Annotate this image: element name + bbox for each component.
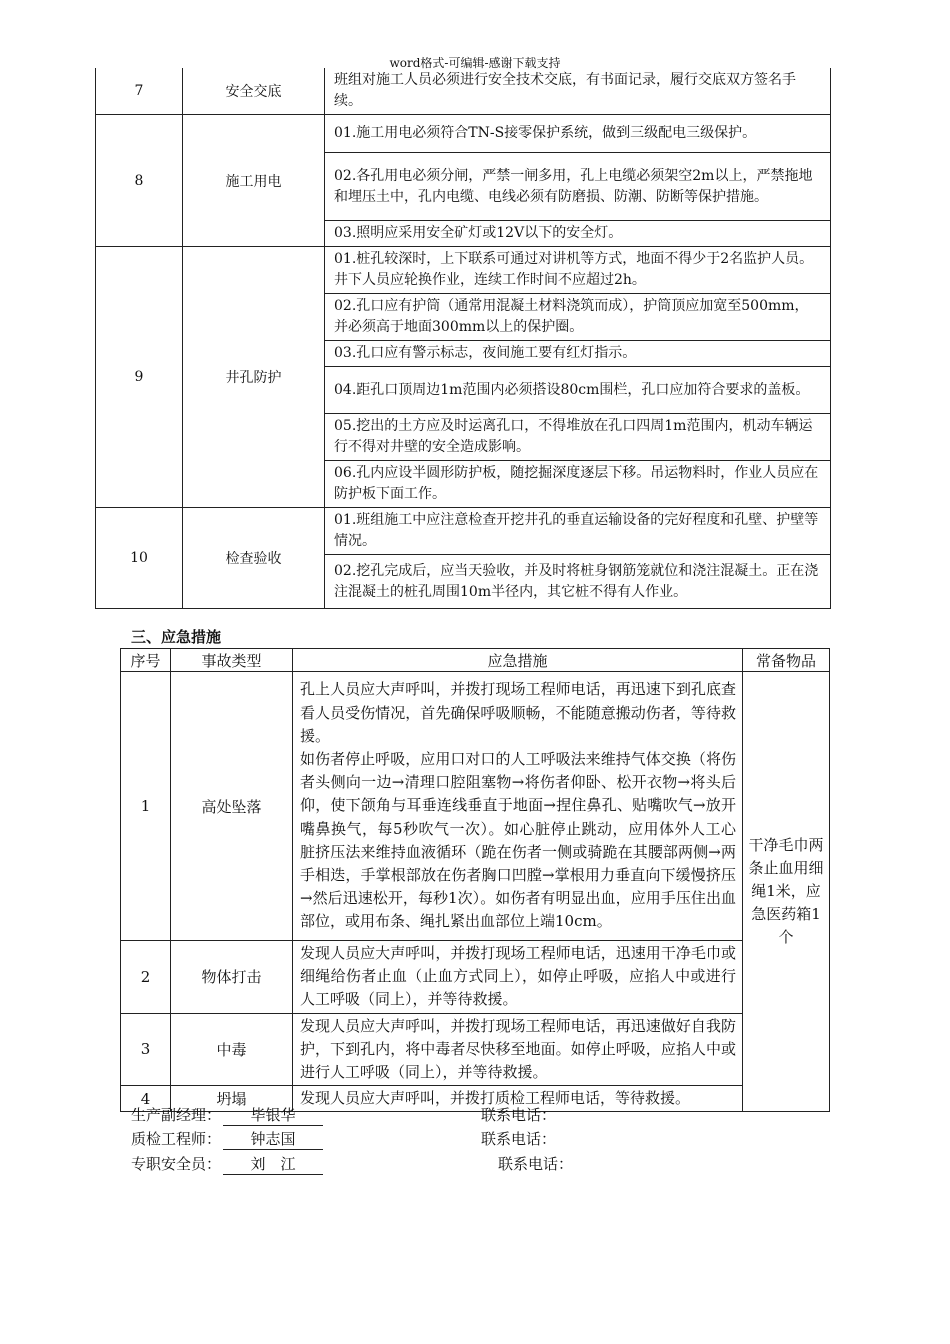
measure-item: 06.孔内应设半圆形防护板，随挖掘深度逐层下移。吊运物料时，作业人员应在防护板下面工作。	[325, 461, 831, 508]
measure-item: 02.各孔用电必须分闸，严禁一闸多用，孔上电缆必须架空2m以上，严禁拖地和埋压土中，孔内电缆、电线必须有防磨损、防潮、防断等保护措施。	[325, 153, 831, 221]
header-type: 事故类型	[171, 649, 293, 672]
table-row	[121, 672, 830, 941]
table-row	[121, 1013, 830, 1086]
emergency-measure: 发现人员应大声呼叫，并拨打现场工程师电话，迅速用干净毛巾或细绳给伤者止血（止血方式同上），如停止呼吸，应掐人中或进行人工呼吸（同上），并等待救援。	[293, 941, 743, 1014]
signature-quality-engineer	[131, 1128, 323, 1150]
signature-name: 钟志国	[223, 1128, 323, 1150]
signature-role: 专职安全员：	[131, 1155, 222, 1173]
row-number: 7	[96, 68, 183, 115]
row-number: 4	[121, 1086, 171, 1112]
measure-item: 班组对施工人员必须进行安全技术交底，有书面记录，履行交底双方签名手续。	[325, 68, 831, 115]
row-number: 10	[96, 508, 183, 609]
measure-item: 03.孔口应有警示标志，夜间施工要有红灯指示。	[325, 341, 831, 367]
emergency-measure	[293, 672, 743, 941]
measure-item: 01.桩孔较深时，上下联系可通过对讲机等方式，地面不得少于2名监护人员。井下人员应轮换作业，连续工作时间不应超过2h。	[325, 247, 831, 294]
table-row	[96, 508, 831, 555]
signature-role: 质检工程师：	[131, 1130, 222, 1148]
signature-name: 毕银华	[223, 1104, 323, 1126]
measure-item: 02.孔口应有护筒（通常用混凝土材料浇筑而成），护筒顶应加宽至500mm，并必须高于地面300mm以上的保护圈。	[325, 294, 831, 341]
signature-phone: 联系电话：	[498, 1155, 574, 1173]
header-supplies: 常备物品	[743, 649, 830, 672]
row-category: 井孔防护	[183, 247, 325, 508]
row-number: 1	[121, 672, 171, 941]
signature-name: 刘 江	[223, 1153, 323, 1175]
signature-production-manager	[131, 1104, 323, 1126]
row-category: 安全交底	[183, 68, 325, 115]
row-number: 2	[121, 941, 171, 1014]
header-no: 序号	[121, 649, 171, 672]
row-number: 9	[96, 247, 183, 508]
table-row	[96, 115, 831, 153]
supplies-cell: 干净毛巾两条止血用细绳1米，应急医药箱1个	[743, 672, 830, 1112]
measure-item: 01.施工用电必须符合TN-S接零保护系统，做到三级配电三级保护。	[325, 115, 831, 153]
section-title: 三、应急措施	[131, 628, 222, 646]
signature-role: 生产副经理：	[131, 1106, 222, 1124]
measure-item: 02.挖孔完成后，应当天验收，并及时将桩身钢筋笼就位和浇注混凝土。正在浇注混凝土的桩孔周围10m半径内，其它桩不得有人作业。	[325, 555, 831, 609]
signature-phone: 联系电话：	[481, 1130, 557, 1148]
row-category: 施工用电	[183, 115, 325, 247]
header-measure: 应急措施	[293, 649, 743, 672]
accident-type: 中毒	[171, 1013, 293, 1086]
accident-type: 物体打击	[171, 941, 293, 1014]
signature-safety-officer	[131, 1153, 323, 1175]
table-header-row	[121, 649, 830, 672]
accident-type: 坍塌	[171, 1086, 293, 1112]
header-note: word格式-可编辑-感谢下载支持	[389, 56, 561, 70]
measure-item: 04.距孔口顶周边1m范围内必须搭设80cm围栏，孔口应加符合要求的盖板。	[325, 367, 831, 414]
emergency-table	[120, 648, 830, 1112]
emergency-measure: 发现人员应大声呼叫，并拨打质检工程师电话，等待救援。	[293, 1086, 743, 1112]
signature-phone: 联系电话：	[481, 1106, 557, 1124]
row-number: 3	[121, 1013, 171, 1086]
safety-measures-table	[95, 68, 831, 609]
row-number: 8	[96, 115, 183, 247]
table-row	[96, 247, 831, 294]
emergency-measure: 发现人员应大声呼叫，并拨打现场工程师电话，再迅速做好自我防护，下到孔内，将中毒者尽快移至地面。如停止呼吸，应掐人中或进行人工呼吸（同上），并等待救援。	[293, 1013, 743, 1086]
accident-type: 高处坠落	[171, 672, 293, 941]
measure-text: 孔上人员应大声呼叫，并拨打现场工程师电话，再迅速下到孔底查看人员受伤情况，首先确保呼吸顺畅，不能随意搬动伤者，等待救援。 如伤者停止呼吸，应用口对口的人工呼吸法来维持气体交换（将伤者头侧向一边→清理口腔阻塞物→将伤者仰卧、松开衣物→将头后仰，使下颌角与耳垂连线垂直于地面→捏住鼻孔、贴嘴吹气→放开嘴鼻换气，每5秒吹气一次）。如心脏停止跳动，应用体外人工心脏挤压法来维持血液循环（跪在伤者一侧或骑跪在其腰部两侧→两手相迭，手掌根部放在伤者胸口凹膛→掌根用力垂直向下缓慢挤压→然后迅速松开，每秒1次）。如伤者有明显出血，应用手压住出血部位，或用布条、绳扎紧出血部位上端10cm。	[300, 680, 736, 931]
row-category: 检查验收	[183, 508, 325, 609]
measure-item: 01.班组施工中应注意检查开挖井孔的垂直运输设备的完好程度和孔壁、护壁等情况。	[325, 508, 831, 555]
table-row	[121, 941, 830, 1014]
table-row	[96, 68, 831, 115]
measure-item: 05.挖出的土方应及时运离孔口，不得堆放在孔口四周1m范围内，机动车辆运行不得对井壁的安全造成影响。	[325, 414, 831, 461]
measure-item: 03.照明应采用安全矿灯或12V以下的安全灯。	[325, 221, 831, 247]
